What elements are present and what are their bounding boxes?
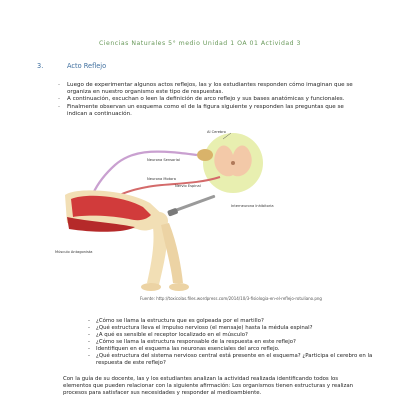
closing-paragraph: Con la guía de su docente, las y los estudiantes analizan la actividad realizada identificando todos los elementos que pueden relacionar con la siguiente afirmación: Los organismos tienen estructuras y realizan procesos para satisfacer sus necesidades y responder al medioambiente.: [63, 376, 354, 396]
foot: [169, 283, 189, 291]
section-number: 3.: [37, 62, 44, 70]
question-item: - ¿Qué estructura del sistema nervioso central está presente en el esquema? ¿Participa el cerebro en la respuesta de este reflejo?: [90, 353, 380, 367]
instruction-item: - Luego de experimentar algunos actos reflejos, las y los estudiantes responden cómo imaginan que se organiza en nuestro organismo este tipo de respuestas.: [58, 82, 358, 96]
reflex-hammer-head: [167, 208, 178, 217]
instruction-list: [58, 82, 358, 118]
foot: [141, 283, 161, 291]
figure-source: Fuente: http://toxicolas.files.wordpress.com/2014/10/3-fisiologia-en-el-reflejo-rotuliano.png: [140, 296, 322, 301]
question-list: [90, 318, 380, 367]
instruction-item: - Finalmente observan un esquema como el de la figura siguiente y responden las preguntas que se indican a continuación.: [58, 104, 358, 118]
label-brain: Al Cerebro: [207, 130, 226, 134]
question-item: - ¿Qué estructura lleva el impulso nervioso (el mensaje) hasta la médula espinal?: [90, 325, 380, 332]
question-item: - ¿Cómo se llama la estructura responsable de la respuesta en este reflejo?: [90, 339, 380, 346]
section-title-text: Acto Reflejo: [67, 62, 107, 70]
label-sensory-neuron: Neurona Sensorial: [147, 158, 180, 162]
label-motor-neuron: Neurona Motora: [147, 177, 176, 181]
document-header: Ciencias Naturales 5° medio Unidad 1 OA 01 Actividad 3: [98, 40, 301, 47]
instruction-item: - A continuación, escuchan o leen la definición de arco reflejo y sus bases anatómicas y funcionales.: [58, 96, 358, 103]
reflex-hammer-handle: [175, 195, 215, 212]
label-spinal-nerve: Nervio Espinal: [175, 184, 201, 188]
section-title: [37, 62, 106, 70]
question-item: - Identifiquen en el esquema las neuronas esenciales del arco reflejo.: [90, 346, 380, 353]
reflex-arc-diagram: [55, 125, 345, 295]
dorsal-root-ganglion: [197, 149, 213, 161]
question-item: - ¿A qué es sensible el receptor localizado en el músculo?: [90, 332, 380, 339]
central-canal: [231, 161, 235, 165]
question-item: - ¿Cómo se llama la estructura que es golpeada por el martillo?: [90, 318, 380, 325]
label-antagonist-muscle: Músculo Antagonista: [55, 250, 93, 254]
label-interneuron: Interneurona Inhibitoria: [231, 204, 274, 208]
